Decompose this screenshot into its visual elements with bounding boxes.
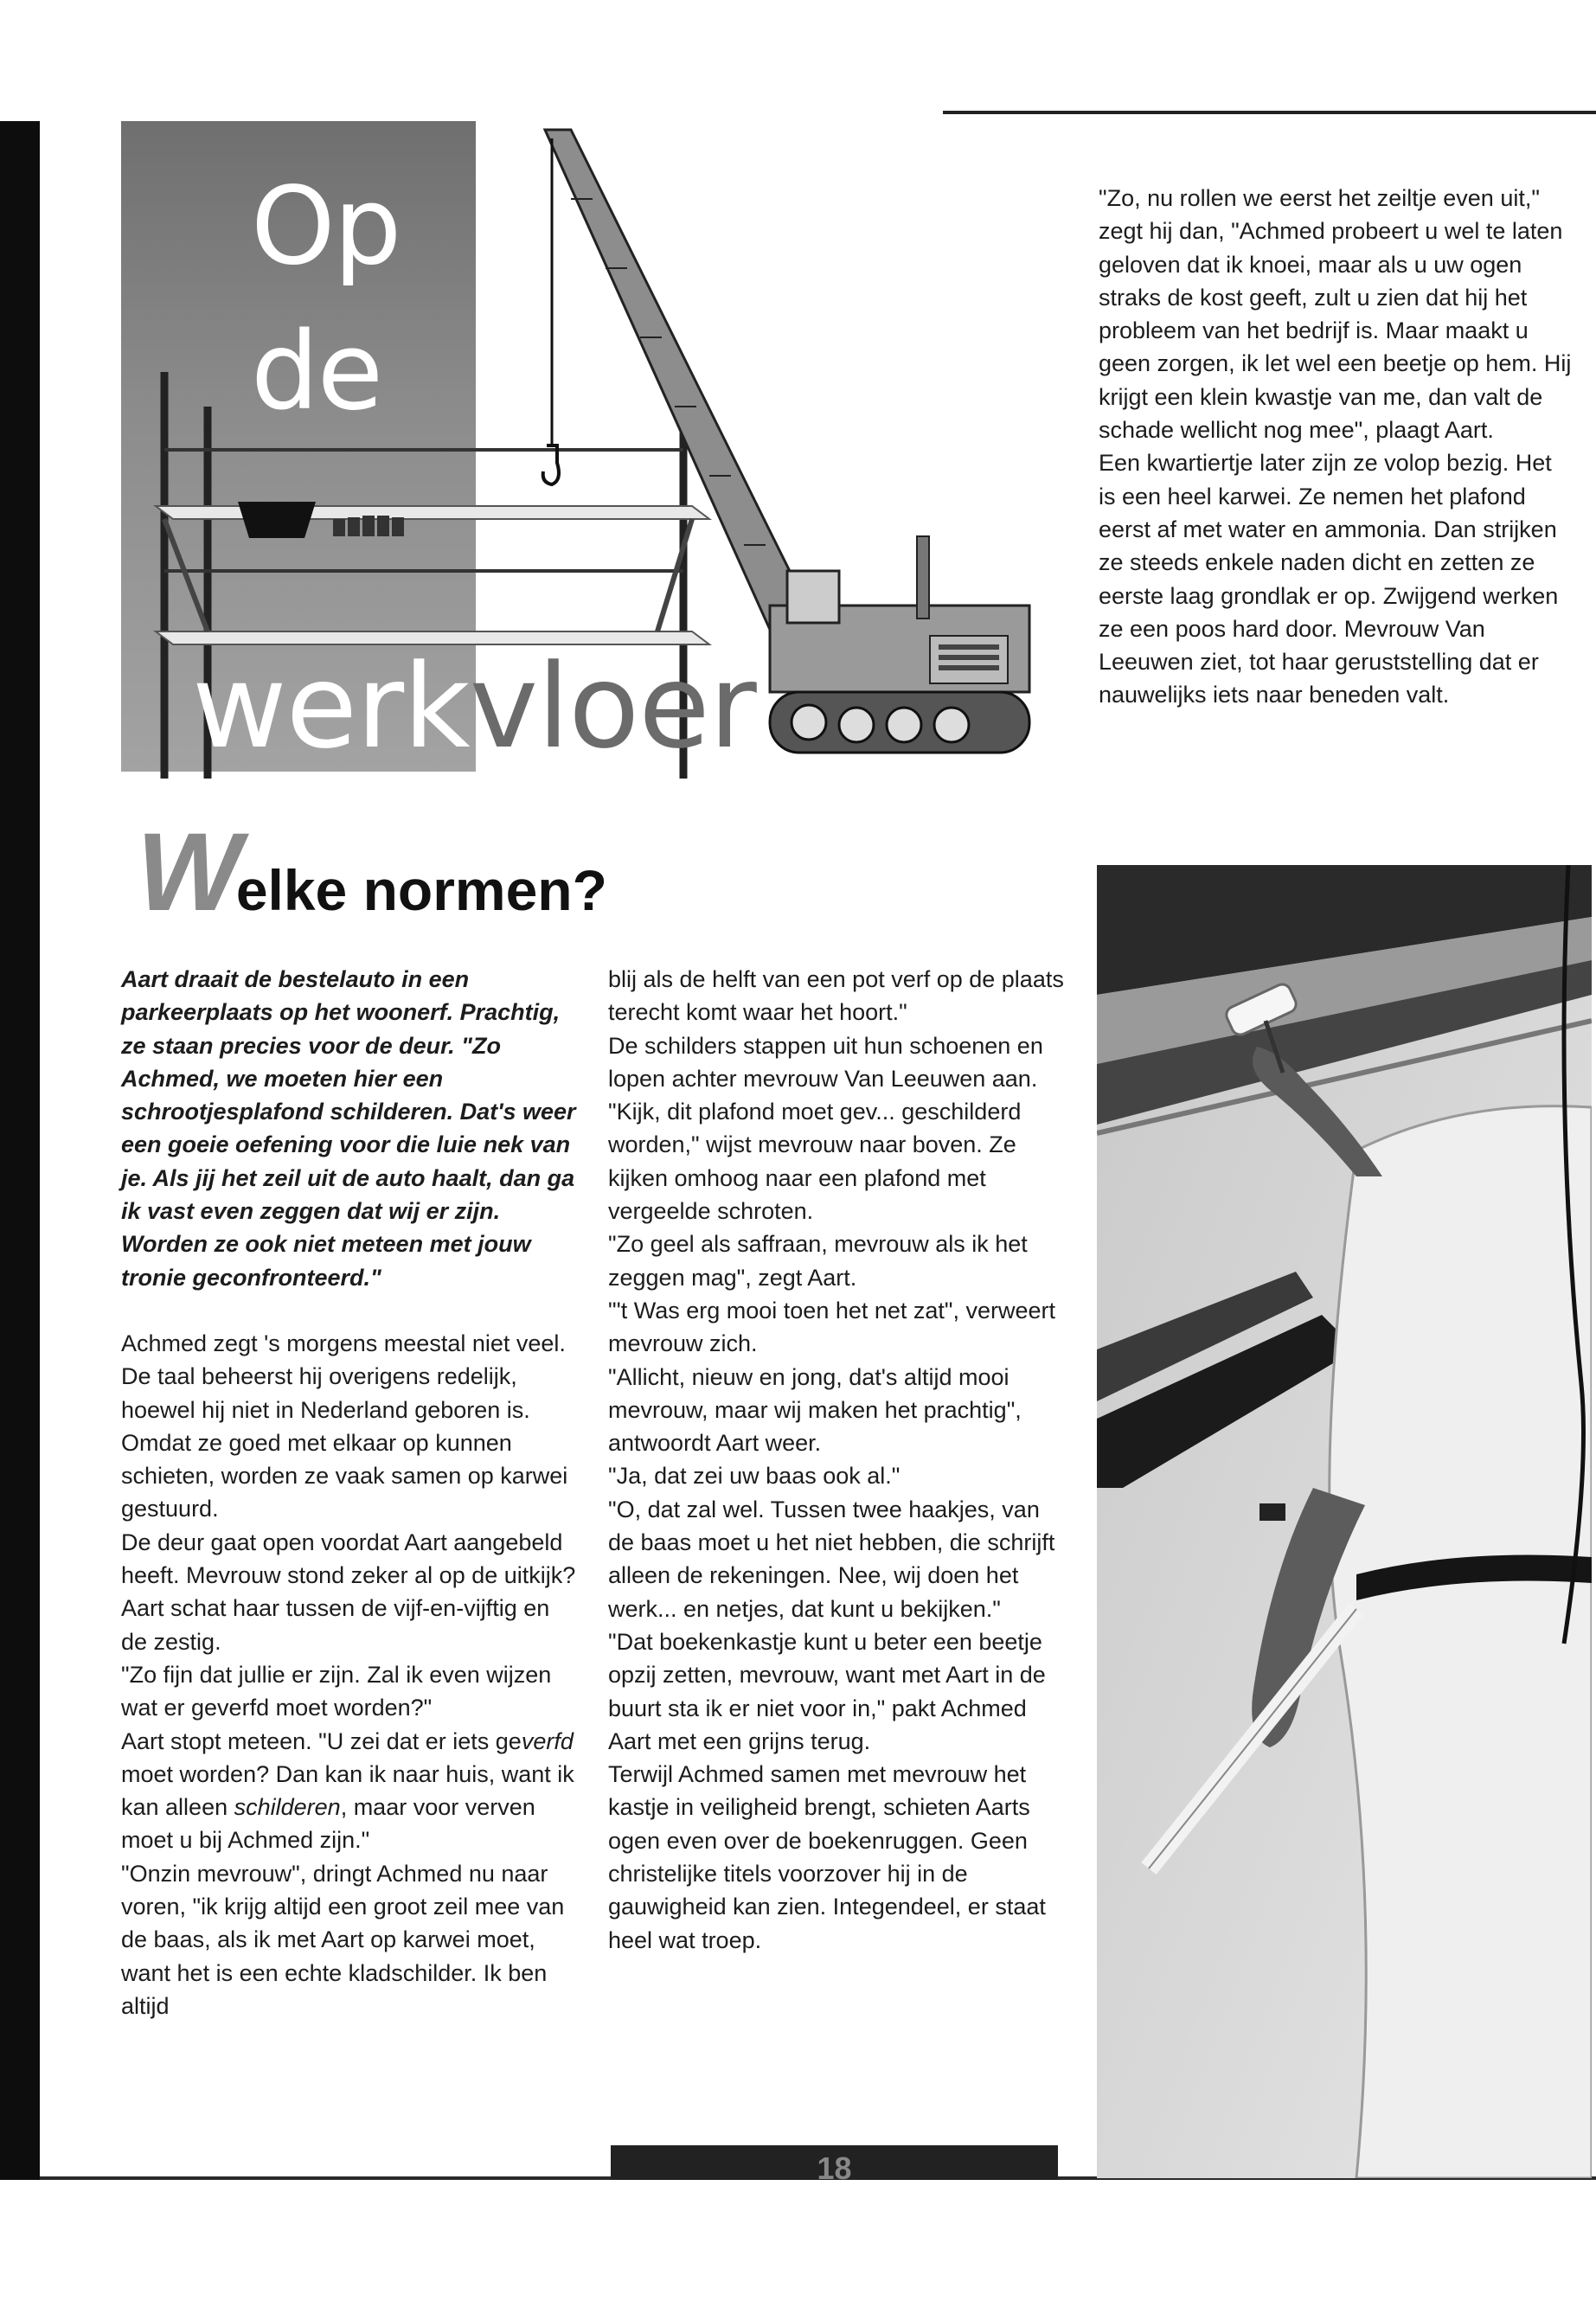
paragraph: Een kwartiertje later zijn ze volop bezig. Het is een heel karwei. Ze nemen het plafond eerst af met water en ammonia. Dan strijken ze steeds enkele naden dicht en zetten ze eerste laag grondlak er op. Zwijgend werken ze een poos hard door. Mevrouw Van Leeuwen ziet, tot haar geruststelling dat er nauwelijks iets naar beneden valt. <box>1099 450 1559 708</box>
paragraph: "Ja, dat zei uw baas ook al." <box>608 1463 901 1490</box>
paragraph-text: Aart stopt meteen. "U zei dat er iets ge <box>121 1727 522 1754</box>
text-column-2 <box>608 963 1067 1957</box>
emphasis-text: schilderen <box>234 1794 341 1821</box>
footer-bar <box>611 2145 1058 2180</box>
banner-title-op: Op <box>251 164 401 289</box>
paragraph: "Zo geel als saffraan, mevrouw als ik het zeggen mag", zegt Aart. <box>608 1231 1028 1291</box>
headline-text: elke normen? <box>235 858 607 922</box>
paragraph-text: moet worden? Dan kan ik naar huis, want ik kan alleen <box>121 1760 574 1821</box>
article-headline <box>137 811 607 934</box>
paragraph: "Zo, nu rollen we eerst het zeiltje even uit," zegt hij dan, "Achmed probeert u wel te laten geloven dat ik knoei, maar als u uw ogen straks de kost geeft, zult u zien dat hij het probleem van het bedrijf is. Maar maakt u geen zorgen, ik let wel een beetje op hem. Hij krijgt een klein kwastje van me, dan valt de schade wellicht nog mee", plaagt Aart. <box>1099 185 1572 444</box>
paragraph: "Kijk, dit plafond moet gev... geschilderd worden," wijst mevrouw naar boven. Ze kijken omhoog naar een plafond met vergeelde schroten. <box>608 1099 1022 1225</box>
emphasis-text: verfd <box>521 1727 574 1754</box>
paragraph: "Allicht, nieuw en jong, dat's altijd mooi mevrouw, maar wij maken het prachtig", antwoordt Aart weer. <box>608 1363 1022 1457</box>
paragraph: Achmed zegt 's morgens meestal niet veel. De taal beheerst hij overigens redelijk, hoewel hij niet in Nederland geboren is. Omdat ze goed met elkaar op kunnen schieten, worden ze vaak samen op karwei gestuurd. <box>121 1330 568 1522</box>
intro-paragraph: Aart draait de bestelauto in een parkeerplaats op het woonerf. Prachtig, ze staan precies voor de deur. "Zo Achmed, we moeten hier een schrootjesplafond schilderen. Dat's weer een goeie oefening voor die luie nek van je. Als jij het zeil uit de auto haalt, dan ga ik vast even zeggen dat wij er zijn. Worden ze ook niet meteen met jouw tronie geconfronteerd." <box>121 966 576 1291</box>
paragraph: De schilders stappen uit hun schoenen en lopen achter mevrouw Van Leeuwen aan. <box>608 1032 1043 1092</box>
paragraph: De deur gaat open voordat Aart aangebeld heeft. Mevrouw stond zeker al op de uitkijk? Aart schat haar tussen de vijf-en-vijftig en de zestig. <box>121 1529 576 1655</box>
paragraph: "'t Was erg mooi toen het net zat", verweert mevrouw zich. <box>608 1297 1056 1357</box>
paragraph-text: , maar voor verven moet u bij Achmed zijn." <box>121 1794 535 1854</box>
page-number: 18 <box>817 2150 852 2180</box>
headline-initial: W <box>137 811 236 934</box>
paragraph: "Onzin mevrouw", dringt Achmed nu naar voren, "ik krijg altijd een groot zeil mee van de baas, als ik met Aart op karwei moet, want het is een echte kladschilder. Ik ben altijd <box>121 1860 565 2019</box>
paragraph: "Zo fijn dat jullie er zijn. Zal ik even wijzen wat er geverfd moet worden?" <box>121 1661 552 1721</box>
scan-left-edge <box>0 121 40 2180</box>
banner-title-werkvloer <box>192 639 756 774</box>
paragraph: "O, dat zal wel. Tussen twee haakjes, van de baas moet u het niet hebben, die schrijft alleen de rekeningen. Nee, wij doen het werk... en netjes, dat kunt u bekijken." <box>608 1496 1055 1622</box>
banner-title-de: de <box>251 310 381 434</box>
paragraph: "Dat boekenkastje kunt u beter een beetje opzij zetten, mevrouw, want met Aart in de buurt sta ik er niet voor in," pakt Achmed Aart met een grijns terug. <box>608 1628 1046 1754</box>
text-column-3 <box>1099 182 1574 712</box>
paint-bucket-icon <box>238 502 316 538</box>
paragraph: Terwijl Achmed samen met mevrouw het kastje in veiligheid brengt, schieten Aarts ogen even over de boekenruggen. Geen christelijke titels voorzover hij in de gauwigheid kan zien. Integendeel, er staat heel wat troep. <box>608 1761 1046 1953</box>
paragraph <box>121 1725 580 1857</box>
text-column-1 <box>121 963 580 2022</box>
banner-title-werk: werk <box>192 639 470 774</box>
painter-photo <box>1097 865 1592 2178</box>
banner-title-vloer: vloer <box>469 639 756 774</box>
paragraph: blij als de helft van een pot verf op de plaats terecht komt waar het hoort." <box>608 966 1064 1026</box>
top-rule <box>943 111 1596 114</box>
